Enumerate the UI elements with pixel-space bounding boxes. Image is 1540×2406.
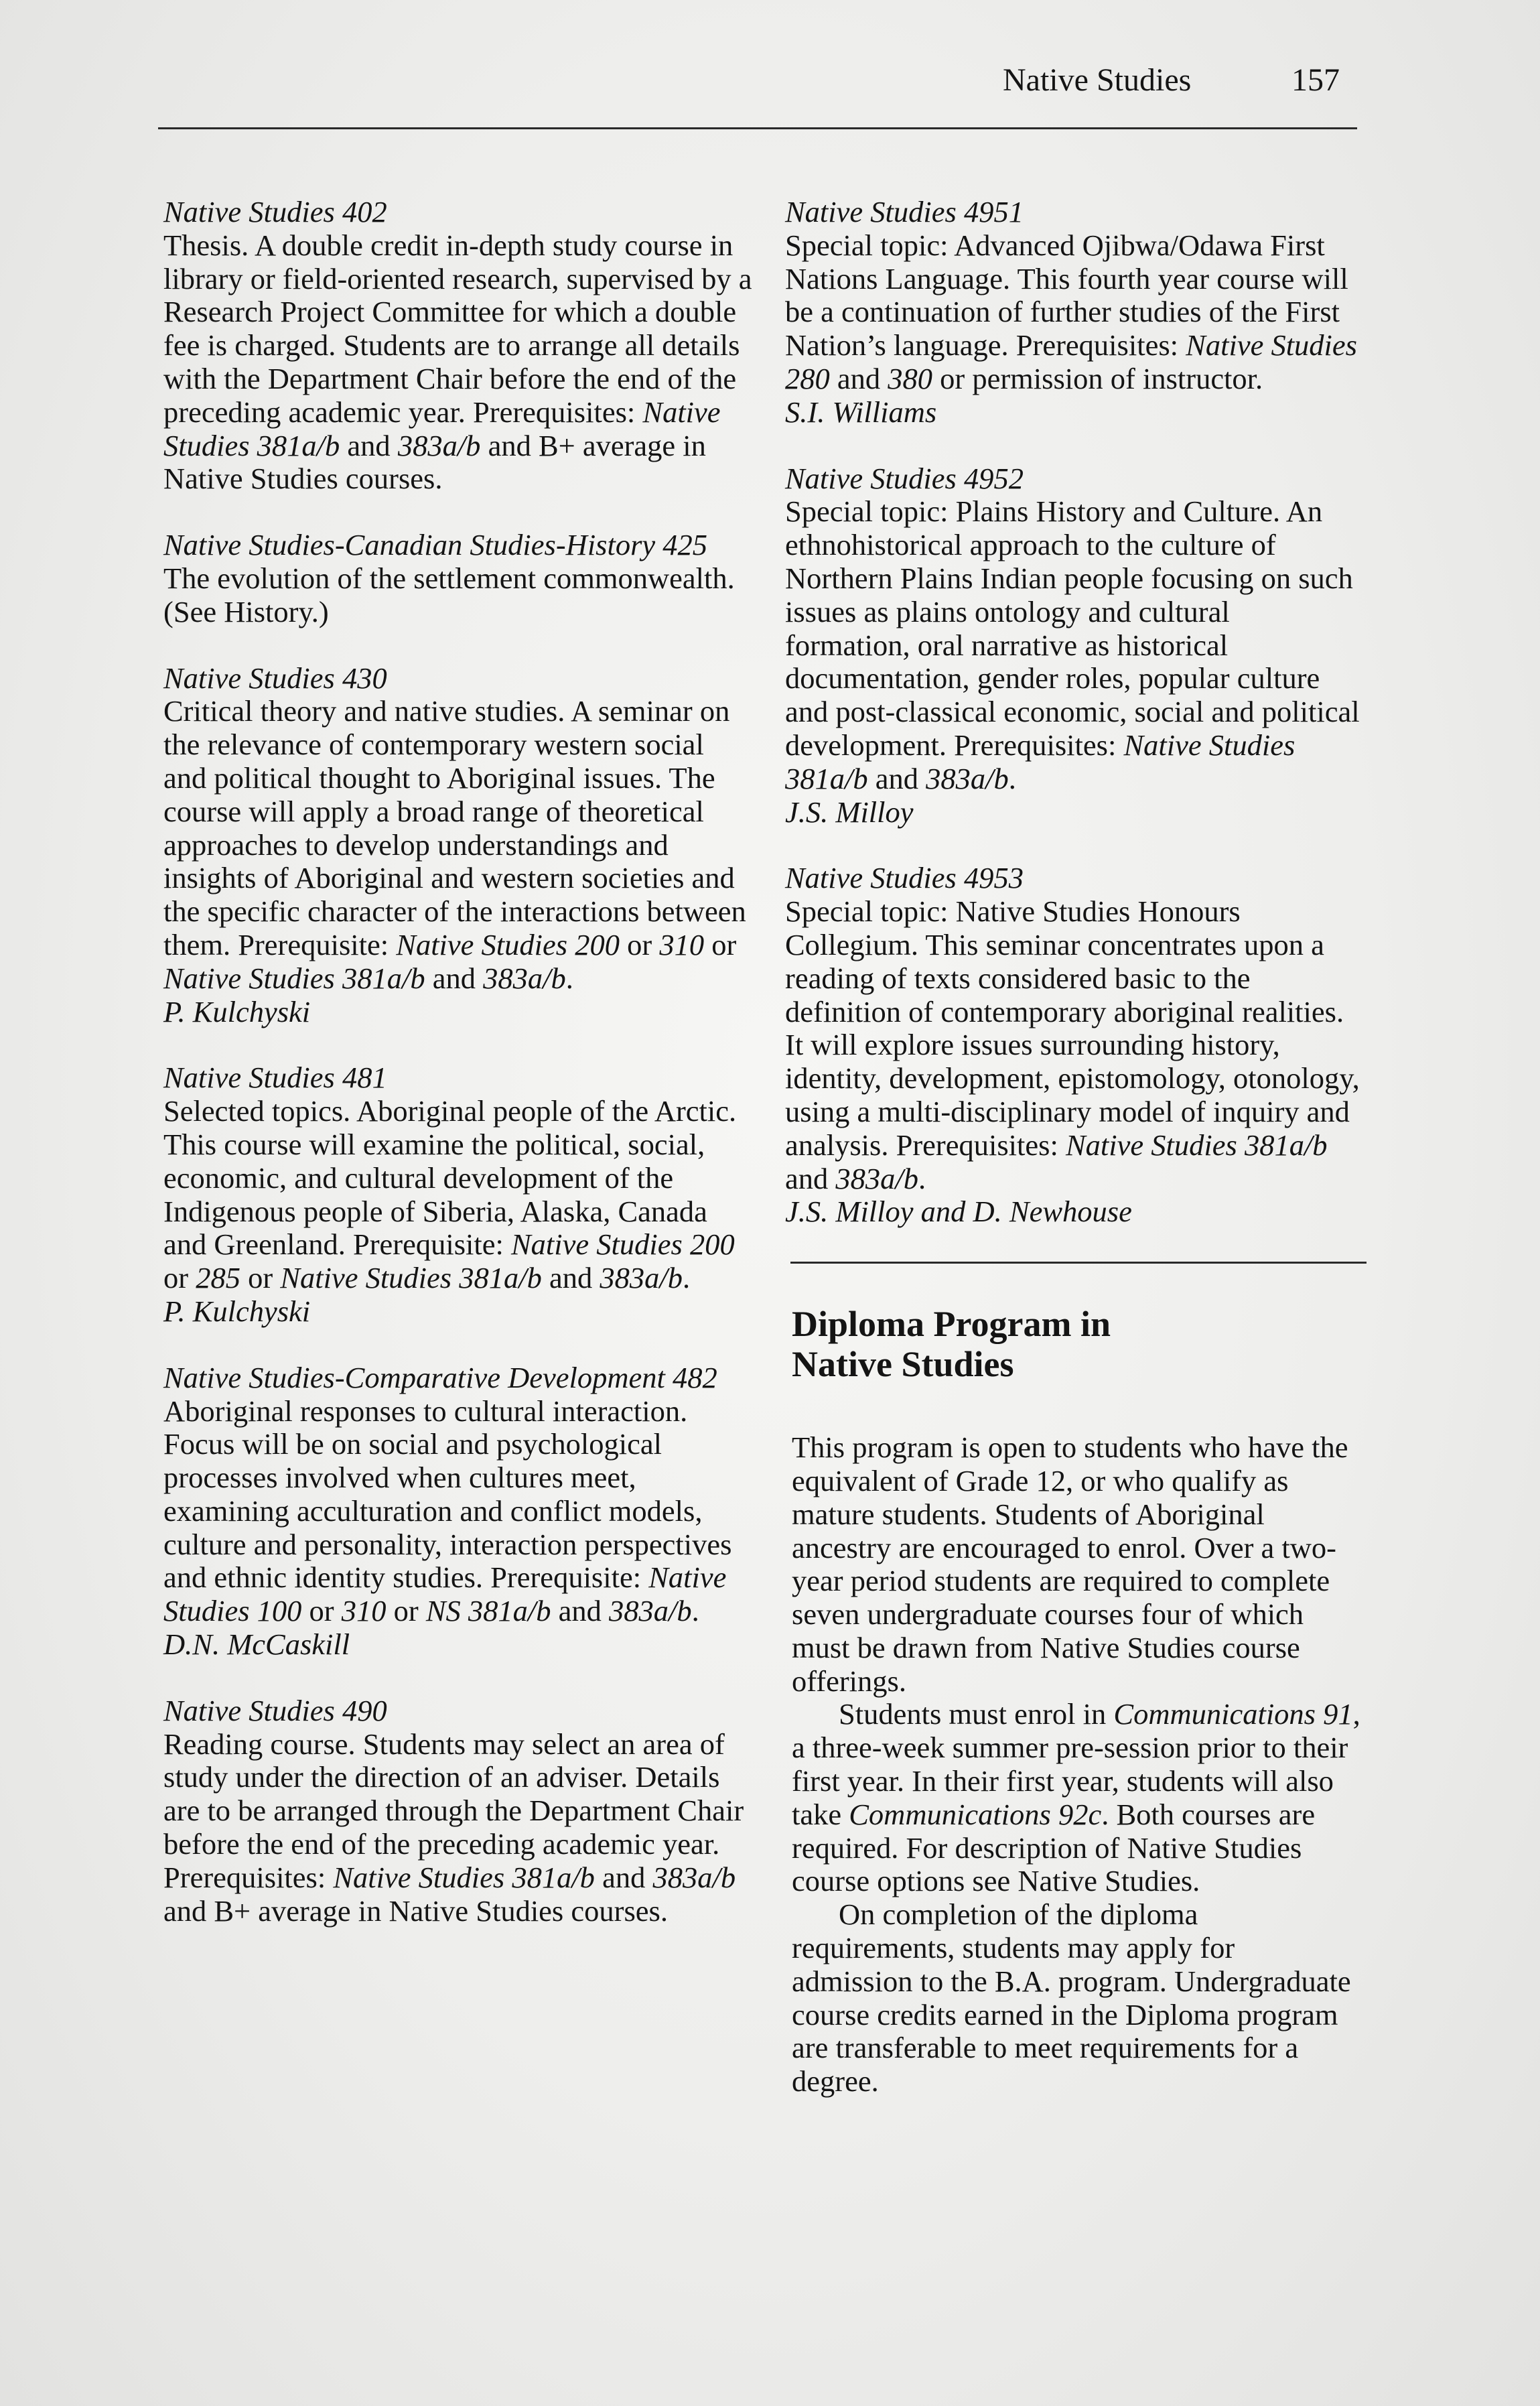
italic-text-segment: Communications 92c <box>849 1797 1102 1831</box>
italic-text-segment: Native Studies 200 <box>396 927 620 961</box>
italic-text-segment: NS 381a/b <box>425 1594 551 1628</box>
running-head-title: Native Studies <box>1003 62 1192 98</box>
italic-text-segment: Native Studies 381a/b <box>163 395 721 462</box>
text-segment: or <box>240 1261 281 1295</box>
course-entry <box>163 1694 753 1928</box>
diploma-paragraph <box>792 1698 1361 1898</box>
diploma-heading: Diploma Program in Native Studies <box>792 1304 1111 1385</box>
text-segment: . <box>691 1594 699 1628</box>
italic-text-segment: 383a/b <box>483 961 566 995</box>
italic-text-segment: 383a/b <box>397 428 481 462</box>
page-number: 157 <box>1291 62 1340 98</box>
course-description <box>163 562 753 629</box>
text-segment: The evolution of the settlement commonwealth. (See History.) <box>163 561 735 628</box>
italic-text-segment: Communications 91 <box>1113 1697 1353 1731</box>
course-entry <box>163 1361 753 1662</box>
text-segment: and <box>867 761 926 795</box>
header-rule <box>158 127 1357 129</box>
diploma-body <box>785 1431 1361 2098</box>
text-segment: . Both courses are required. For description of Native Studies course options see Native Studies. <box>792 1797 1316 1898</box>
text-segment: Selected topics. Aboriginal people of the Arctic. This course will examine the political, social, economic, and cultural development of the Indigenous people of Siberia, Alaska, Canada and Greenland. Prerequisite: <box>163 1094 737 1262</box>
course-entry <box>785 862 1361 1229</box>
course-instructor: J.S. Milloy <box>785 795 914 829</box>
course-entry <box>163 662 753 1029</box>
text-segment: Special topic: Advanced Ojibwa/Odawa First Nations Language. This fourth year course will be a continuation of further studies of the First Nation’s language. Prerequisites: <box>785 228 1348 362</box>
text-segment: and <box>829 361 888 395</box>
course-title: Native Studies 490 <box>163 1693 387 1727</box>
course-title: Native Studies-Comparative Development 482 <box>163 1360 717 1394</box>
diploma-paragraph <box>792 1898 1361 2098</box>
course-title: Native Studies 4953 <box>785 861 1024 895</box>
italic-text-segment: Native Studies 381a/b <box>1065 1128 1328 1162</box>
italic-text-segment: 383a/b <box>835 1161 919 1195</box>
italic-text-segment: 310 <box>341 1594 387 1628</box>
italic-text-segment: 310 <box>659 927 705 961</box>
italic-text-segment: 380 <box>888 361 933 395</box>
text-segment: and <box>340 428 398 462</box>
course-entry <box>785 196 1361 429</box>
section-divider <box>790 1262 1367 1264</box>
text-segment: or <box>619 927 660 961</box>
italic-text-segment: Native Studies 100 <box>163 1560 727 1628</box>
text-segment: or <box>386 1594 426 1628</box>
italic-text-segment: 285 <box>196 1261 240 1295</box>
text-segment: and <box>785 1161 836 1195</box>
course-title: Native Studies 4951 <box>785 195 1024 228</box>
text-segment: . <box>683 1261 691 1295</box>
italic-text-segment: 383a/b <box>600 1261 683 1295</box>
italic-text-segment: Native Studies 200 <box>511 1227 735 1262</box>
text-segment: . <box>1008 761 1016 795</box>
diploma-paragraph <box>792 1431 1361 1698</box>
italic-text-segment: 383a/b <box>609 1594 692 1628</box>
course-description <box>785 895 1361 1195</box>
course-description <box>785 229 1361 396</box>
italic-text-segment: Native Studies 381a/b <box>785 728 1296 795</box>
course-title: Native Studies 430 <box>163 661 387 695</box>
course-description <box>163 1728 753 1928</box>
text-segment: and <box>551 1594 610 1628</box>
text-segment: . <box>918 1161 926 1195</box>
text-segment: This program is open to students who have the equivalent of Grade 12, or who qualify as mature students. Students of Aboriginal ancestry are encouraged to enrol. Over a two-year period students are required to complete seven undergraduate courses four of which must be drawn from Native Studies course offerings. <box>792 1430 1348 1698</box>
course-entry <box>163 1061 753 1328</box>
italic-text-segment: 383a/b <box>652 1860 736 1894</box>
text-segment: and <box>594 1860 653 1894</box>
course-title: Native Studies 481 <box>163 1061 387 1095</box>
course-entry <box>163 529 753 628</box>
course-description <box>163 229 753 496</box>
left-column <box>163 196 753 1960</box>
text-segment: or <box>163 1261 196 1295</box>
course-instructor: P. Kulchyski <box>163 1294 311 1328</box>
text-segment: Students must enrol in <box>839 1697 1114 1731</box>
italic-text-segment: Native Studies 381a/b <box>280 1261 542 1295</box>
text-segment: Reading course. Students may select an area of study under the direction of an adviser. Details are to be arranged through the Department Chair before the end of the preceding academic year. Prerequisites: <box>163 1727 744 1894</box>
course-description <box>163 1395 753 1629</box>
course-title: Native Studies 402 <box>163 195 387 228</box>
text-segment: and <box>541 1261 600 1295</box>
italic-text-segment: Native Studies 280 <box>785 328 1357 395</box>
text-segment: and B+ average in Native Studies courses. <box>163 1893 668 1928</box>
text-segment: Thesis. A double credit in-depth study course in library or field-oriented research, supervised by a Research Project Committee for which a double fee is charged. Students are to arrange all details with the Department Chair before the end of the preceding academic year. Prerequisites: <box>163 228 752 429</box>
course-instructor: S.I. Williams <box>785 395 937 429</box>
text-segment: or permission of instructor. <box>932 361 1263 395</box>
right-course-list <box>785 196 1361 1229</box>
italic-text-segment: 383a/b <box>926 761 1009 795</box>
italic-text-segment: Native Studies 381a/b <box>333 1860 595 1894</box>
course-entry <box>785 462 1361 829</box>
text-segment: Special topic: Plains History and Culture. An ethnohistorical approach to the culture of Northern Plains Indian people focusing on such issues as plains ontology and cultural formation, oral narrative as historical documentation, gender roles, popular culture and post-classical economic, social and political development. Prerequisites: <box>785 494 1360 762</box>
course-title: Native Studies 4952 <box>785 461 1024 495</box>
text-segment: Aboriginal responses to cultural interaction. Focus will be on social and psychological processes involved when cultures meet, examining acculturation and conflict models, culture and personality, interaction perspectives and ethnic identity studies. Prerequisite: <box>163 1394 732 1595</box>
course-description <box>163 695 753 995</box>
text-segment: . <box>565 961 573 995</box>
course-description <box>785 495 1361 795</box>
text-segment: Critical theory and native studies. A seminar on the relevance of contemporary western social and political thought to Aboriginal issues. The course will apply a broad range of theoretical approaches to develop understandings and insights of Aboriginal and western societies and the specific character of the interactions between them. Prerequisite: <box>163 694 746 961</box>
italic-text-segment: Native Studies 381a/b <box>163 961 425 995</box>
text-segment: and <box>425 961 484 995</box>
course-instructor: J.S. Milloy and D. Newhouse <box>785 1195 1132 1229</box>
text-segment: , a three-week summer pre-session prior to their first year. In their first year, students will also take <box>792 1697 1360 1831</box>
course-title: Native Studies-Canadian Studies-History 425 <box>163 528 708 562</box>
course-entry <box>163 196 753 496</box>
course-instructor: P. Kulchyski <box>163 994 311 1028</box>
text-segment: On completion of the diploma requirements, students may apply for admission to the B.A. program. Undergraduate course credits earned in the Diploma program are transferable to meet requirements for a degree. <box>792 1897 1351 2098</box>
right-column <box>785 196 1361 2098</box>
course-description <box>163 1095 753 1295</box>
course-instructor: D.N. McCaskill <box>163 1627 350 1662</box>
text-segment: or <box>704 927 737 961</box>
text-segment: or <box>301 1594 342 1628</box>
text-segment: and B+ average in Native Studies courses. <box>163 428 706 496</box>
text-segment: Special topic: Native Studies Honours Collegium. This seminar concentrates upon a reading of texts considered basic to the definition of contemporary aboriginal realities. It will explore issues surrounding history, identity, development, epistomology, otonology, using a multi-disciplinary model of inquiry and analysis. Prerequisites: <box>785 894 1360 1162</box>
